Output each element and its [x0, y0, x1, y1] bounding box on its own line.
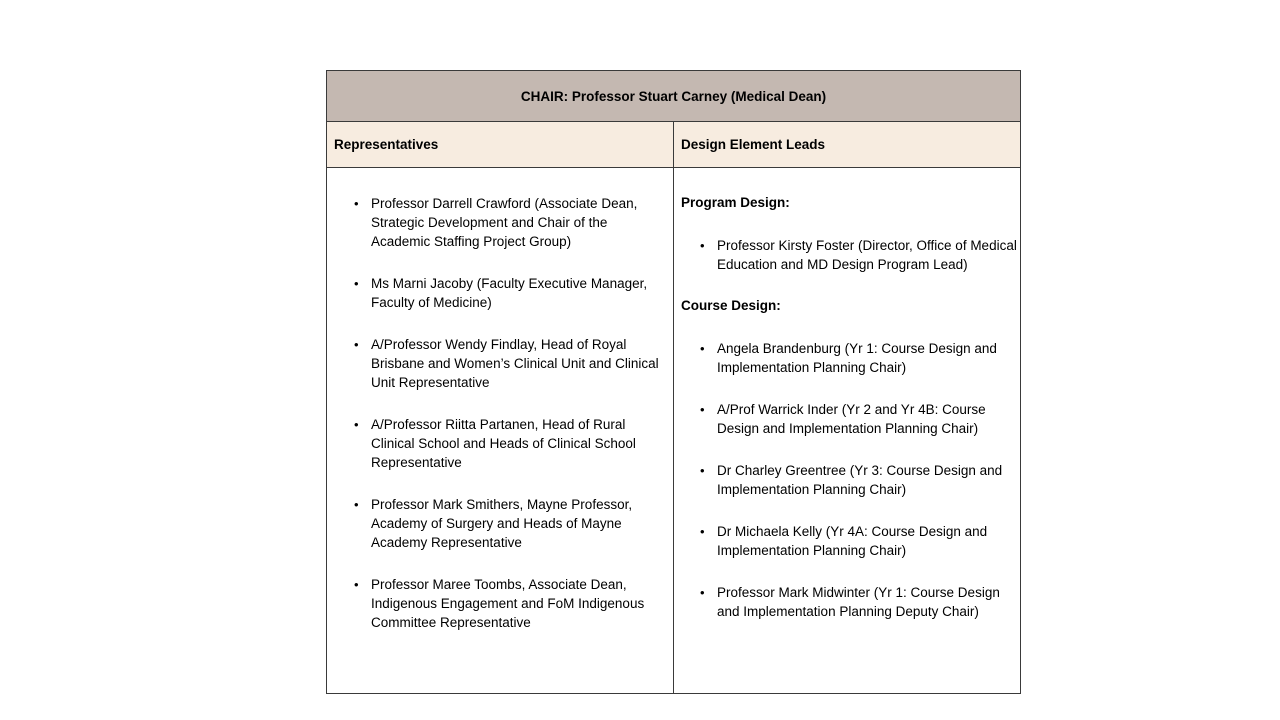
lead-text: Angela Brandenburg (Yr 1: Course Design and Implementation Planning Chair) [717, 341, 997, 375]
representative-text: Ms Marni Jacoby (Faculty Executive Manager, Faculty of Medicine) [371, 276, 648, 310]
representatives-header [327, 122, 674, 167]
list-item [354, 274, 669, 312]
bullet-icon: • [354, 276, 359, 291]
representative-text: Professor Maree Toombs, Associate Dean, Indigenous Engagement and FoM Indigenous Committee Representative [371, 577, 645, 630]
design-element-leads-column [674, 168, 1021, 644]
design-element-leads-header [674, 122, 1021, 167]
lead-text: A/Prof Warrick Inder (Yr 2 and Yr 4B: Course Design and Implementation Planning Chair) [717, 402, 986, 436]
list-item [700, 583, 1017, 621]
list-item [700, 400, 1017, 438]
list-item [700, 522, 1017, 560]
lead-text: Dr Charley Greentree (Yr 3: Course Design and Implementation Planning Chair) [717, 463, 1003, 497]
list-item [354, 575, 669, 632]
representative-text: A/Professor Riitta Partanen, Head of Rural Clinical School and Heads of Clinical School Representative [371, 417, 636, 470]
representative-text: Professor Mark Smithers, Mayne Professor, Academy of Surgery and Heads of Mayne Academy Representative [371, 497, 633, 550]
lead-text: Professor Mark Midwinter (Yr 1: Course Design and Implementation Planning Deputy Chair) [717, 585, 1000, 619]
lead-text: Professor Kirsty Foster (Director, Office of Medical Education and MD Design Program Lead) [717, 238, 1017, 272]
course-design-title: Course Design: [681, 298, 781, 313]
program-design-title: Program Design: [681, 195, 790, 210]
representatives-header-label: Representatives [334, 137, 439, 152]
bullet-icon: • [700, 341, 705, 356]
representatives-column [327, 168, 673, 655]
list-item [354, 335, 669, 392]
bullet-icon: • [354, 196, 359, 211]
representative-text: Professor Darrell Crawford (Associate Dean, Strategic Development and Chair of the Academic Staffing Project Group) [371, 196, 638, 249]
chair-title: CHAIR: Professor Stuart Carney (Medical Dean) [520, 88, 827, 104]
bullet-icon: • [700, 585, 705, 600]
lead-text: Dr Michaela Kelly (Yr 4A: Course Design and Implementation Planning Chair) [717, 524, 988, 558]
chair-row [327, 71, 1020, 122]
bullet-icon: • [700, 463, 705, 478]
list-item [354, 495, 669, 552]
bullet-icon: • [700, 238, 705, 253]
program-design-list [674, 236, 1021, 274]
bullet-icon: • [354, 337, 359, 352]
list-item [700, 461, 1017, 499]
course-design-list [674, 339, 1021, 621]
bullet-icon: • [354, 577, 359, 592]
governance-table [326, 70, 1021, 694]
list-item [354, 415, 669, 472]
bullet-icon: • [354, 497, 359, 512]
bullet-icon: • [700, 524, 705, 539]
list-item [700, 339, 1017, 377]
bullet-icon: • [700, 402, 705, 417]
representatives-list [327, 168, 673, 632]
list-item [354, 194, 669, 251]
bullet-icon: • [354, 417, 359, 432]
list-item [700, 236, 1017, 274]
representative-text: A/Professor Wendy Findlay, Head of Royal Brisbane and Women’s Clinical Unit and Clinical Unit Representative [371, 337, 659, 390]
design-element-leads-header-label: Design Element Leads [681, 137, 826, 152]
